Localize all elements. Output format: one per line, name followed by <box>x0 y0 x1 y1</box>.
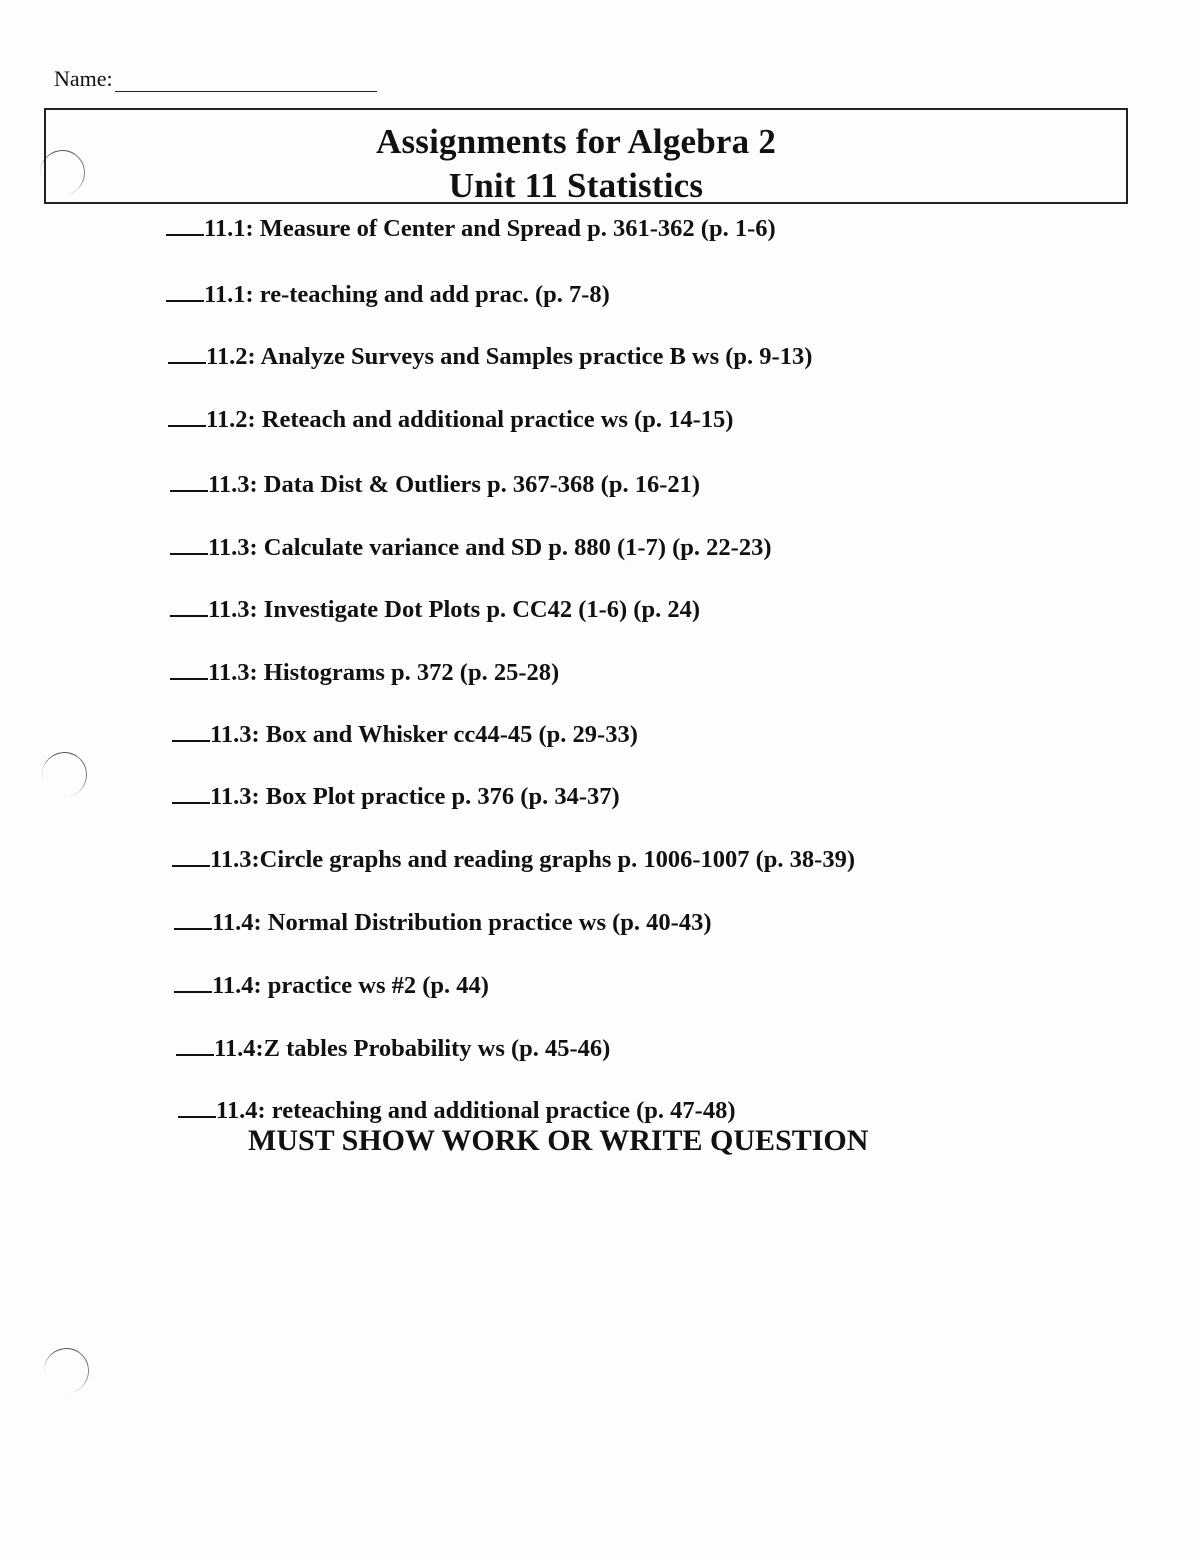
check-blank[interactable] <box>174 971 212 993</box>
assignment-item: 11.1: re-teaching and add prac. (p. 7-8) <box>166 280 610 310</box>
assignment-item: 11.3:Circle graphs and reading graphs p. 1006-1007 (p. 38-39) <box>172 845 855 875</box>
check-blank[interactable] <box>176 1034 214 1056</box>
name-field[interactable] <box>54 66 377 92</box>
assignment-item: 11.3: Box and Whisker cc44-45 (p. 29-33) <box>172 720 638 750</box>
assignment-item: 11.2: Analyze Surveys and Samples practice B ws (p. 9-13) <box>168 342 812 372</box>
check-blank[interactable] <box>168 342 206 364</box>
check-blank[interactable] <box>174 908 212 930</box>
assignment-item: 11.4:Z tables Probability ws (p. 45-46) <box>176 1034 610 1064</box>
check-blank[interactable] <box>170 658 208 680</box>
binder-hole-middle <box>38 748 90 800</box>
title-line-1: Assignments for Algebra 2 <box>375 122 777 161</box>
check-blank[interactable] <box>172 782 210 804</box>
assignment-item: 11.1: Measure of Center and Spread p. 361-362 (p. 1-6) <box>166 214 776 244</box>
name-blank-line[interactable] <box>115 73 377 92</box>
title-line-2: Unit 11 Statistics <box>448 166 704 205</box>
assignment-item: 11.2: Reteach and additional practice ws (p. 14-15) <box>168 405 733 435</box>
assignment-item: 11.3: Box Plot practice p. 376 (p. 34-37) <box>172 782 620 812</box>
assignment-item: 11.3: Calculate variance and SD p. 880 (1-7) (p. 22-23) <box>170 533 771 563</box>
check-blank[interactable] <box>166 214 204 236</box>
check-blank[interactable] <box>178 1096 216 1118</box>
assignment-item: 11.4: reteaching and additional practice (p. 47-48) <box>178 1096 735 1126</box>
assignment-item: 11.4: Normal Distribution practice ws (p. 40-43) <box>174 908 711 938</box>
check-blank[interactable] <box>170 533 208 555</box>
check-blank[interactable] <box>172 845 210 867</box>
footer-instruction: MUST SHOW WORK OR WRITE QUESTION <box>248 1124 869 1157</box>
check-blank[interactable] <box>172 720 210 742</box>
assignment-item: 11.3: Investigate Dot Plots p. CC42 (1-6) (p. 24) <box>170 595 700 625</box>
binder-hole-bottom <box>40 1344 92 1396</box>
check-blank[interactable] <box>168 405 206 427</box>
check-blank[interactable] <box>170 470 208 492</box>
title-box <box>44 108 1128 204</box>
check-blank[interactable] <box>170 595 208 617</box>
name-label: Name: <box>54 66 113 91</box>
assignment-item: 11.4: practice ws #2 (p. 44) <box>174 971 489 1001</box>
check-blank[interactable] <box>166 280 204 302</box>
assignment-item: 11.3: Histograms p. 372 (p. 25-28) <box>170 658 559 688</box>
assignment-item: 11.3: Data Dist & Outliers p. 367-368 (p. 16-21) <box>170 470 700 500</box>
